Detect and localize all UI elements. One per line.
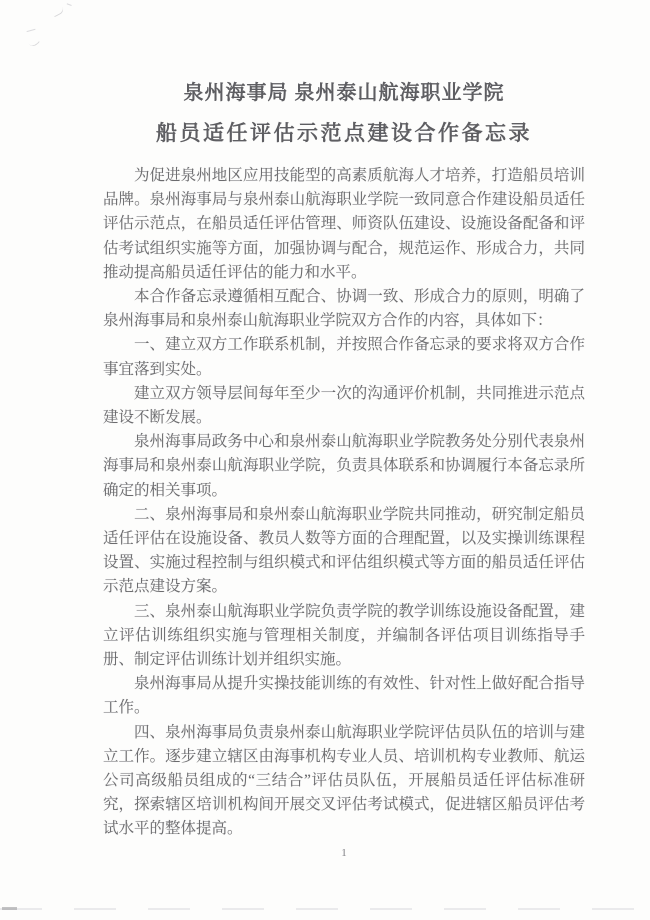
paragraph-1: 为促进泉州地区应用技能型的高素质航海人才培养，打造船员培训品牌。泉州海事局与泉州泰山航海职业学院一致同意合作建设船员适任评估示范点，在船员适任评估管理、师资队伍建设、设施设备配备和评估考试组织实施等方面，加强协调与配合，规范运作、形成合力，共同推动提高船员适任评估的能力和水平。 bbox=[103, 167, 585, 281]
paragraph-8: 泉州海事局从提升实操技能训练的有效性、针对性上做好配合指导工作。 bbox=[103, 675, 585, 717]
paragraph-5: 泉州海事局政务中心和泉州泰山航海职业学院教务处分别代表泉州海事局和泉州泰山航海职业学院，负责具体联系和协调履行本备忘录所确定的相关事项。 bbox=[103, 433, 585, 499]
document-title-line1: 泉州海事局 泉州泰山航海职业学院 bbox=[183, 82, 505, 104]
scan-smudge-mark bbox=[28, 37, 40, 49]
paragraph-2: 本合作备忘录遵循相互配合、协调一致、形成合力的原则，明确了泉州海事局和泉州泰山航海职业学院双方合作的内容，具体如下： bbox=[103, 288, 585, 330]
paragraph-9: 四、泉州海事局负责泉州泰山航海职业学院评估员队伍的培训与建立工作。逐步建立辖区由海事机构专业人员、培训机构专业教师、航运公司高级船员组成的“三结合”评估员队伍，开展船员适任评估标准研究，探索辖区培训机构间开展交叉评估考试模式，促进辖区船员评估考试水平的整体提高。 bbox=[103, 723, 585, 838]
scan-edge-artifact bbox=[0, 908, 650, 910]
title-block bbox=[103, 76, 585, 147]
scan-smudge-mark bbox=[51, 5, 65, 18]
scan-smudge-mark bbox=[26, 25, 36, 32]
scan-edge-artifact-left bbox=[2, 907, 17, 910]
paragraph-3: 一、建立双方工作联系机制，并按照合作备忘录的要求将双方合作事宜落到实处。 bbox=[103, 336, 585, 378]
document-title-line2: 船员适任评估示范点建设合作备忘录 bbox=[156, 121, 532, 145]
document-body bbox=[103, 164, 585, 842]
page-number: 1 bbox=[341, 847, 347, 859]
scan-smudge-mark bbox=[65, 3, 71, 9]
paragraph-6: 二、泉州海事局和泉州泰山航海职业学院共同推动，研究制定船员适任评估在设施设备、教员人数等方面的合理配置，以及实操训练课程设置、实施过程控制与组织模式和评估组织模式等方面的船员适任评估示范点建设方案。 bbox=[103, 505, 585, 596]
paragraph-4: 建立双方领导层间每年至少一次的沟通评价机制，共同推进示范点建设不断发展。 bbox=[103, 384, 585, 427]
paragraph-7: 三、泉州泰山航海职业学院负责学院的教学训练设施设备配置，建立评估训练组织实施与管理相关制度，并编制各评估项目训练指导手册、制定评估训练计划并组织实施。 bbox=[103, 602, 585, 669]
